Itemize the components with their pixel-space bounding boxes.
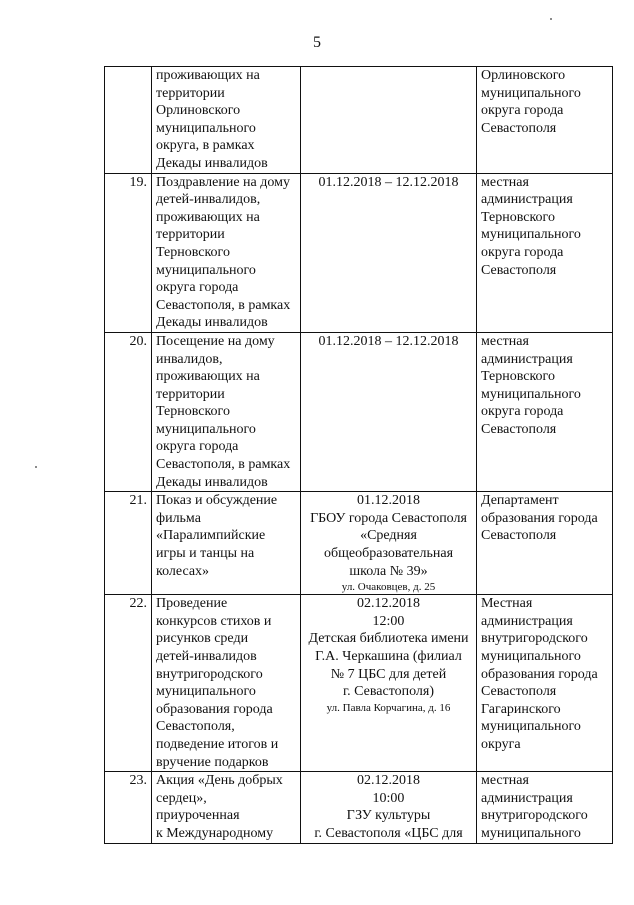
event-title-line: к Международному [156, 825, 274, 841]
event-title-line: территории [156, 227, 225, 243]
event-title-line: детей-инвалидов, [156, 192, 261, 208]
event-title-line: рисунков среди [156, 631, 249, 647]
row-number-cell: 22. [105, 595, 152, 772]
event-title-line: Показ и обсуждение [156, 493, 278, 509]
organizer-cell [477, 492, 613, 595]
date-venue-line: ГЗУ культуры [346, 808, 431, 824]
event-title-line: Акция «День добрых [156, 773, 283, 789]
event-title-line: внутригородского [156, 666, 263, 682]
organizer-line: муниципального [481, 719, 581, 735]
organizer-line: Орлиновского [481, 68, 566, 83]
organizer-line: Терновского [481, 369, 555, 385]
event-title-line: муниципального [156, 120, 256, 136]
event-title-line: Севастополя, в рамках [156, 297, 291, 313]
event-title-line: округа города [156, 280, 239, 296]
event-title-line: конкурсов стихов и [156, 613, 272, 629]
organizer-line: Севастополя [481, 421, 557, 437]
organizer-line: муниципального [481, 825, 581, 841]
organizer-line: администрация [481, 613, 573, 629]
row-number-cell: 21. [105, 492, 152, 595]
organizer-line: внутригородского [481, 808, 588, 824]
event-title-line: инвалидов, [156, 351, 223, 367]
event-title-line: сердец», [156, 790, 207, 806]
organizer-line: Севастополя [481, 684, 557, 700]
event-title-line: Севастополя, [156, 719, 235, 735]
row-number-cell: 20. [105, 332, 152, 491]
date-venue-line: школа № 39» [349, 563, 428, 579]
date-venue-line: Детская библиотека имени [308, 631, 469, 647]
event-title-cell [152, 67, 301, 174]
table-row [105, 772, 613, 843]
event-title-line: проживающих на [156, 68, 260, 83]
date-venue-cell [301, 595, 477, 772]
date-venue-cell [301, 492, 477, 595]
event-title-line: Посещение на дому [156, 333, 275, 349]
date-venue-line: 02.12.2018 [357, 596, 420, 612]
table-row [105, 595, 613, 772]
event-title-line: образования города [156, 701, 273, 717]
date-venue-line: Г.А. Черкашина (филиал [315, 649, 462, 664]
event-title-line: Севастополя, в рамках [156, 457, 291, 473]
organizer-line: округа города [481, 103, 564, 119]
date-venue-line: 01.12.2018 – 12.12.2018 [318, 333, 459, 349]
organizer-line: муниципального [481, 227, 581, 243]
event-title-line: детей-инвалидов [156, 649, 257, 664]
venue-address: ул. Очаковцев, д. 25 [341, 581, 436, 594]
date-venue-line: 12:00 [372, 613, 405, 629]
organizer-cell [477, 595, 613, 772]
organizer-line: Департамент [481, 493, 559, 509]
table-row [105, 332, 613, 491]
row-number-cell [105, 67, 152, 174]
organizer-line: Терновского [481, 209, 555, 225]
events-table [104, 66, 613, 844]
event-title-line: Терновского [156, 404, 230, 420]
date-venue-line: «Средняя [360, 528, 417, 544]
date-venue-cell [301, 772, 477, 843]
organizer-line: администрация [481, 790, 573, 806]
organizer-line: муниципального [481, 649, 581, 664]
event-title-line: подведение итогов и [156, 736, 279, 752]
event-title-line: муниципального [156, 684, 256, 700]
date-venue-cell [301, 332, 477, 491]
event-title-cell [152, 332, 301, 491]
event-title-line: игры и танцы на [156, 546, 255, 562]
event-title-line: округа города [156, 439, 239, 455]
event-title-line: территории [156, 386, 225, 402]
organizer-cell [477, 332, 613, 491]
table-row [105, 67, 613, 174]
event-title-line: проживающих на [156, 209, 260, 225]
organizer-cell [477, 772, 613, 843]
event-title-line: Декады инвалидов [156, 315, 268, 331]
organizer-line: Севастополя [481, 120, 557, 136]
event-title-line: территории [156, 85, 225, 101]
organizer-line: местная [481, 773, 529, 789]
organizer-line: внутригородского [481, 631, 588, 647]
organizer-line: Местная [481, 596, 533, 612]
organizer-line: администрация [481, 351, 573, 367]
organizer-line: администрация [481, 192, 573, 208]
event-title-cell [152, 492, 301, 595]
event-title-line: проживающих на [156, 369, 260, 385]
date-venue-line: 10:00 [372, 790, 405, 806]
organizer-line: местная [481, 333, 529, 349]
date-venue-line: № 7 ЦБС для детей [330, 666, 447, 682]
date-venue-line: г. Севастополя «ЦБС для [314, 825, 463, 841]
date-venue-line: общеобразовательная [323, 546, 454, 562]
table-row [105, 173, 613, 332]
row-number-cell: 19. [105, 173, 152, 332]
event-title-line: приуроченная [156, 808, 240, 824]
date-venue-line: 01.12.2018 – 12.12.2018 [318, 174, 459, 190]
event-title-line: муниципального [156, 421, 256, 437]
table-row [105, 492, 613, 595]
scan-speck [550, 18, 552, 20]
event-title-cell [152, 772, 301, 843]
page-number: 5 [313, 34, 321, 51]
event-title-cell [152, 173, 301, 332]
organizer-line: образования города [481, 666, 598, 682]
event-title-line: колесах» [156, 563, 210, 579]
row-number-cell: 23. [105, 772, 152, 843]
organizer-line: муниципального [481, 386, 581, 402]
date-venue-line: 02.12.2018 [357, 773, 420, 789]
organizer-line: местная [481, 174, 529, 190]
event-title-cell [152, 595, 301, 772]
event-title-line: Терновского [156, 244, 230, 260]
organizer-cell [477, 67, 613, 174]
event-title-line: Орлиновского [156, 103, 241, 119]
organizer-line: Севастополя [481, 528, 557, 544]
venue-address: ул. Павла Корчагина, д. 16 [326, 701, 451, 714]
event-title-line: фильма [156, 510, 201, 526]
event-title-line: Поздравление на дому [156, 174, 290, 190]
organizer-cell [477, 173, 613, 332]
event-title-line: «Паралимпийские [156, 528, 266, 544]
date-venue-cell [301, 173, 477, 332]
events-table-body [105, 67, 613, 844]
organizer-line: округа города [481, 244, 564, 260]
event-title-line: Проведение [156, 596, 228, 612]
organizer-line: муниципального [481, 85, 581, 101]
organizer-line: Севастополя [481, 262, 557, 278]
date-venue-line: 01.12.2018 [357, 493, 420, 509]
date-venue-line: г. Севастополя) [342, 684, 435, 700]
date-venue-cell [301, 67, 477, 174]
organizer-line: Гагаринского [481, 701, 561, 717]
organizer-line: образования города [481, 510, 598, 526]
organizer-line: округа [481, 736, 521, 752]
event-title-line: округа, в рамках [156, 138, 255, 154]
event-title-line: Декады инвалидов [156, 155, 268, 171]
event-title-line: Декады инвалидов [156, 474, 268, 490]
event-title-line: муниципального [156, 262, 256, 278]
date-venue-line: ГБОУ города Севастополя [310, 510, 467, 526]
event-title-line: вручение подарков [156, 754, 269, 770]
organizer-line: округа города [481, 404, 564, 420]
scan-speck [35, 466, 37, 468]
